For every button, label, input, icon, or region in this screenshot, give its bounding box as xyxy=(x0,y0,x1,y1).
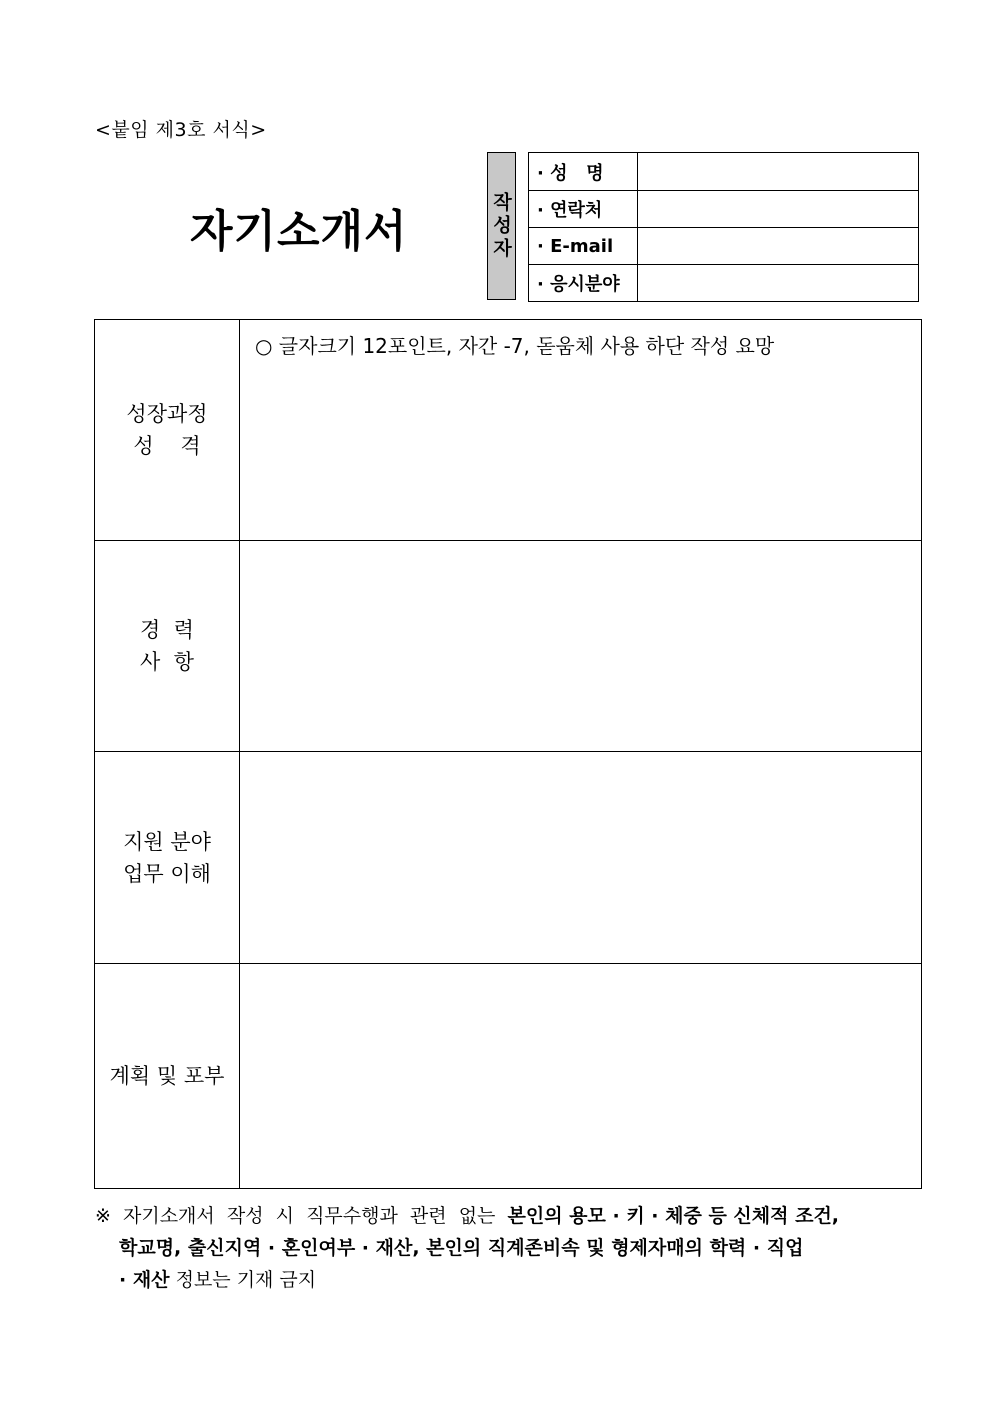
note-text: ※ 자기소개서 작성 시 직무수행과 관련 없는 xyxy=(95,1205,508,1227)
field-understanding-heading xyxy=(95,752,240,964)
section-row-career xyxy=(95,541,922,752)
email-field[interactable] xyxy=(637,228,918,265)
section-row-field-understanding xyxy=(95,752,922,964)
note-line-2: 학교명, 출신지역 · 혼인여부 · 재산, 본인의 직계존비속 및 형제자매의 학력 · 직업 xyxy=(119,1237,804,1259)
plans-aspirations-heading xyxy=(95,964,240,1189)
career-content[interactable] xyxy=(240,541,922,752)
document-title: 자기소개서 xyxy=(190,206,408,257)
heading-line: 성장과정 xyxy=(126,402,208,426)
applied-field-field[interactable] xyxy=(637,265,918,302)
name-field[interactable] xyxy=(637,153,918,191)
applied-field-label: · 응시분야 xyxy=(529,265,638,302)
disclaimer-note xyxy=(95,1200,898,1296)
heading-line: 성 격 xyxy=(133,434,201,458)
note-text: 정보는 기재 금지 xyxy=(169,1269,317,1291)
section-row-growth xyxy=(95,320,922,541)
contact-label: · 연락처 xyxy=(529,191,638,228)
career-heading xyxy=(95,541,240,752)
author-info-table xyxy=(528,152,919,302)
author-vertical-text: 작성자 xyxy=(490,191,512,261)
self-introduction-table xyxy=(94,319,922,1189)
heading-line: 업무 이해 xyxy=(123,861,211,886)
heading-line: 지원 분야 xyxy=(123,829,211,854)
section-row-plans xyxy=(95,964,922,1189)
growth-personality-content[interactable] xyxy=(240,320,922,541)
heading-line: 사 항 xyxy=(140,650,194,674)
contact-field[interactable] xyxy=(637,191,918,228)
note-line-1 xyxy=(95,1200,898,1232)
note-line-3 xyxy=(95,1264,898,1296)
author-section-label xyxy=(487,152,516,300)
note-emphasis: 본인의 용모 · 키 · 체중 등 신체적 조건, xyxy=(507,1205,840,1227)
plans-aspirations-content[interactable] xyxy=(240,964,922,1189)
heading-line: 경 력 xyxy=(140,618,194,642)
note-emphasis: · 재산 xyxy=(119,1269,170,1291)
form-number-label: <붙임 제3호 서식> xyxy=(95,119,267,141)
field-understanding-content[interactable] xyxy=(240,752,922,964)
email-label: · E-mail xyxy=(529,228,638,265)
name-label: · 성 명 xyxy=(529,153,638,191)
growth-personality-heading xyxy=(95,320,240,541)
writing-instruction: ○ 글자크기 12포인트, 자간 -7, 돋움체 사용 하단 작성 요망 xyxy=(255,334,775,358)
heading-line: 계획 및 포부 xyxy=(109,1064,225,1088)
